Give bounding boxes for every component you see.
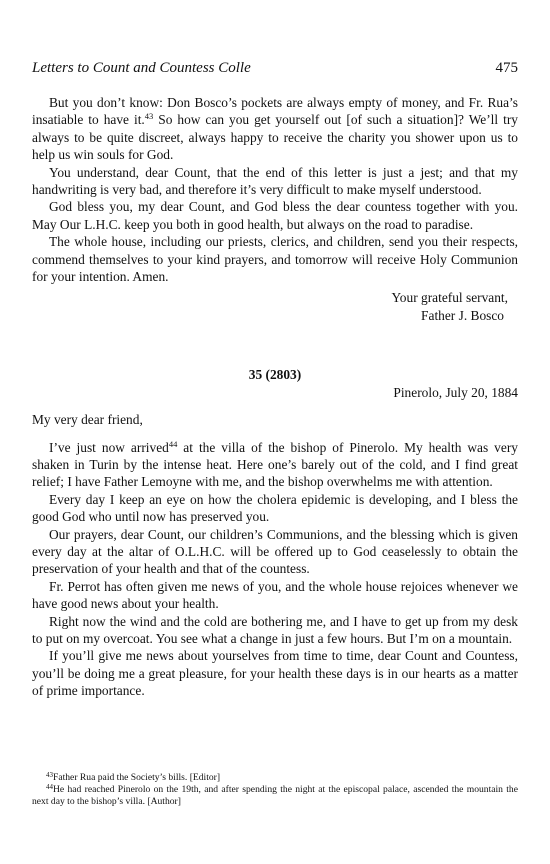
signature: Father J. Bosco: [421, 307, 504, 323]
running-title: Letters to Count and Countess Colle: [32, 60, 251, 76]
footnotes: [32, 772, 518, 808]
footnote-mark: 44: [46, 783, 53, 791]
footnote-mark: 43: [46, 771, 53, 779]
paragraph: Right now the wind and the cold are bothering me, and I have to get up from my desk to put on my overcoat. You see what a change in just a few hours. But I’m on a mountain.: [32, 613, 518, 646]
closing-line: Your grateful servant,: [391, 290, 508, 306]
salutation: My very dear friend,: [32, 412, 143, 428]
letter-heading: 35 (2803): [248, 367, 302, 383]
footnote: $^{43}$Father Rua paid the Society’s bills. [Editor]: [46, 771, 221, 783]
paragraph: But you don’t know: Don Bosco’s pockets are always empty of money, and Fr. Rua’s insatiable to have it.$^{43}$ So how can you get yourself out [of such a situation]? We’ll try always to be quite discreet, always happy to receive the charity you shower upon us to help us win souls for God.: [32, 95, 518, 163]
letter-closing: [32, 289, 508, 324]
paragraph: I’ve just now arrived$^{44}$ at the villa of the bishop of Pinerolo. My health was very shaken in Turin by the intense heat. Here one’s barely out of the cold, and I find great relief; I have Father Lemoyne with me, and the bishop overwhelms me with attention.: [32, 438, 518, 490]
paragraph: Every day I keep an eye on how the cholera epidemic is developing, and I bless the good God who until now has preserved you.: [32, 491, 518, 525]
paragraph: You understand, dear Count, that the end of this letter is just a jest; and that my handwriting is very bad, and therefore it’s very difficult to make myself understood.: [32, 164, 518, 198]
paragraph: The whole house, including our priests, clerics, and children, send you their respects, commend themselves to your kind prayers, and tomorrow will receive Holy Communion for your intention. Amen.: [32, 234, 518, 285]
place-date: Pinerolo, July 20, 1884: [393, 384, 518, 400]
book-page: [32, 0, 518, 864]
paragraph: If you’ll give me news about yourselves from time to time, dear Count and Countess, you’ll be doing me a great pleasure, for your health these days is in our hearts as a matter of prime importance.: [32, 648, 518, 699]
paragraph: God bless you, my dear Count, and God bless the dear countess together with you. May Our L.H.C. keep you both in good health, but always on the road to paradise.: [32, 199, 518, 232]
footnote-ref: 44: [168, 438, 178, 449]
paragraph: Fr. Perrot has often given me news of you, and the whole house rejoices whenever we have good news about your health.: [32, 578, 518, 612]
page-body: [32, 94, 518, 700]
page-number: 475: [495, 60, 518, 76]
footnote-ref: 43: [144, 111, 154, 122]
paragraph: Our prayers, dear Count, our children’s Communions, and the blessing which is given every day at the altar of O.L.H.C. will be offered up to God ceaselessly to obtain the preservation of your health and that of the countess.: [32, 526, 518, 577]
footnote: $^{44}$He had reached Pinerolo on the 19th, and after spending the night at the episcopal palace, ascended the mountain the next day to the bishop’s villa. [Author]: [32, 783, 518, 807]
running-header: [32, 60, 518, 80]
